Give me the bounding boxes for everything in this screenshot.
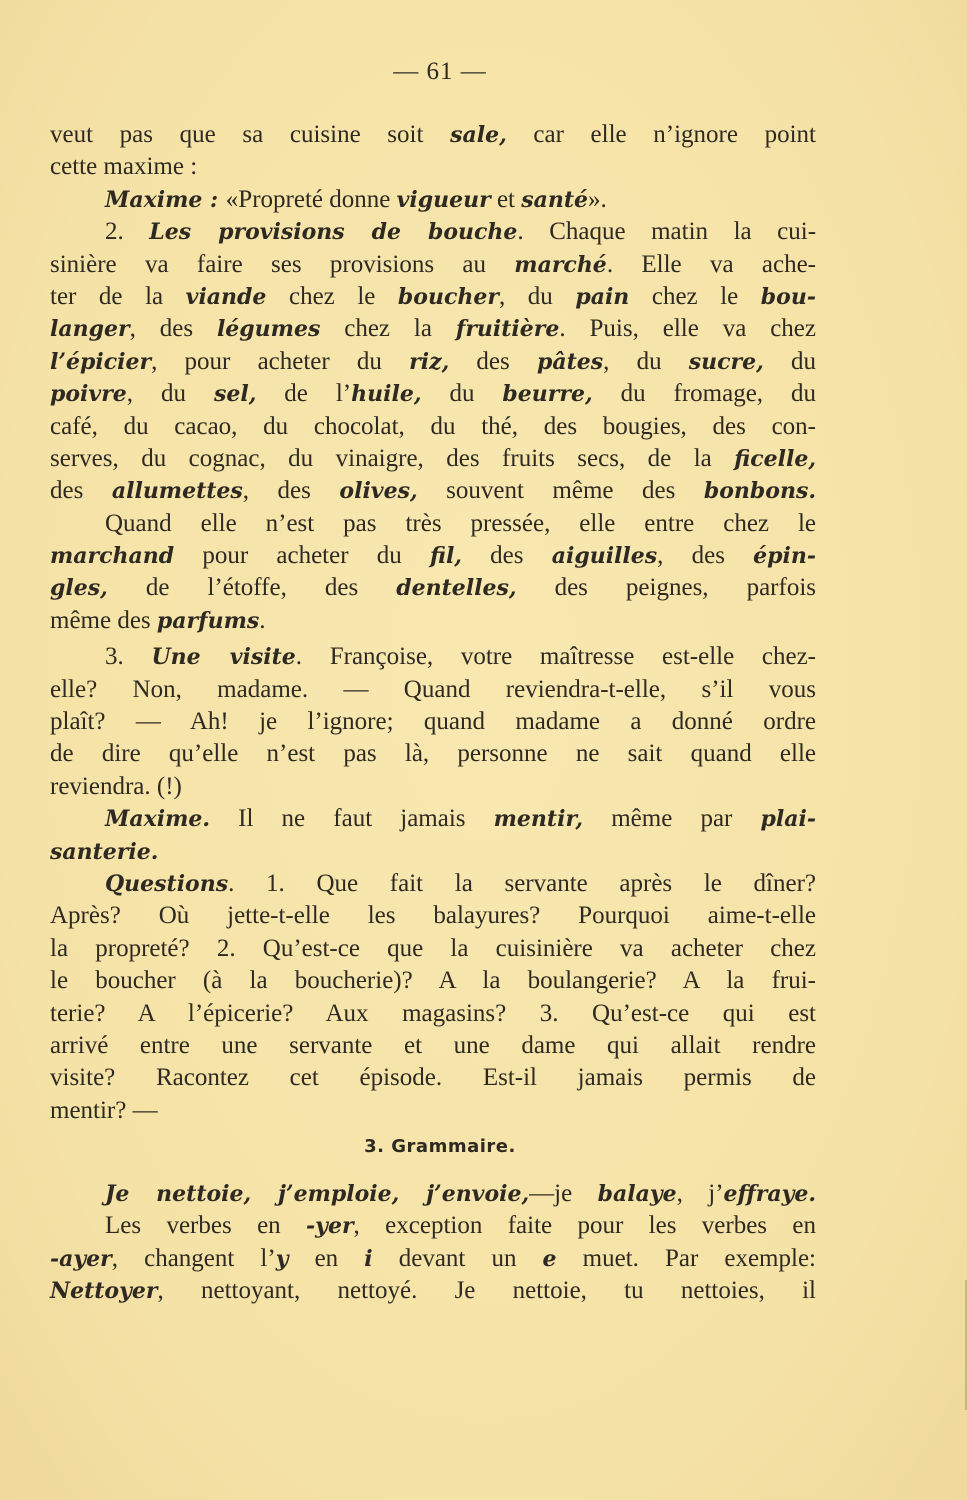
text-line xyxy=(50,151,816,183)
text-line xyxy=(50,1062,816,1094)
italic-term: sel, xyxy=(213,381,257,408)
text-run: «Propreté donne xyxy=(225,185,397,213)
text-run: des xyxy=(50,477,112,505)
text-line xyxy=(50,641,816,673)
italic-term: poivre xyxy=(50,381,127,408)
text-line xyxy=(50,836,816,868)
text-line xyxy=(50,771,816,803)
text-run: cette maxime : xyxy=(50,153,198,181)
text-run: , des xyxy=(129,315,217,343)
text-run: , exception faite pour les verbes en xyxy=(353,1212,816,1240)
text-line xyxy=(50,572,816,604)
text-run: , du xyxy=(126,380,214,408)
text-line xyxy=(50,216,816,248)
italic-term: ficelle, xyxy=(734,445,816,472)
text-line xyxy=(50,313,816,345)
italic-term: bou- xyxy=(760,283,816,310)
text-run: 2. xyxy=(105,218,150,246)
text-line xyxy=(50,605,816,637)
text-run: même des xyxy=(50,606,157,634)
italic-term: effraye. xyxy=(723,1181,817,1207)
text-line xyxy=(50,119,816,151)
italic-term: sale, xyxy=(450,122,507,148)
text-line xyxy=(50,346,816,378)
text-run: . Elle va ache- xyxy=(606,250,817,278)
italic-term: sucre, xyxy=(688,348,764,375)
text-run: chez le xyxy=(266,282,398,310)
text-run: . Puis, elle va chez xyxy=(559,315,816,343)
text-run: de l’étoffe, des xyxy=(107,574,397,602)
text-line xyxy=(50,803,816,835)
text-line xyxy=(50,540,816,572)
text-run: , j’ xyxy=(676,1180,724,1207)
italic-term: gles, xyxy=(50,575,108,602)
italic-term: i xyxy=(364,1245,373,1272)
text-run: Après? Où jette-t-elle les balayures? Pourquoi aime-t-elle xyxy=(50,902,816,930)
text-run: même par xyxy=(583,805,761,833)
italic-term: fil, xyxy=(429,543,462,570)
text-run: chez la xyxy=(320,315,456,343)
italic-term: plai- xyxy=(760,806,816,833)
italic-term: Je nettoie, j’emploie, j’envoie, xyxy=(105,1181,530,1207)
text-run: . xyxy=(259,606,266,634)
text-line xyxy=(50,411,816,443)
text-run: terie? A l’épicerie? Aux magasins? 3. Qu’est-ce qui est xyxy=(50,999,816,1027)
text-run: le boucher (à la boucherie)? A la boulangerie? A la frui- xyxy=(50,967,816,995)
text-run: . Françoise, votre maîtresse est-elle chez- xyxy=(295,643,817,671)
italic-term: mentir, xyxy=(493,806,584,833)
text-run: , des xyxy=(657,542,754,570)
text-run: et xyxy=(490,185,522,213)
text-block-lesson xyxy=(50,119,816,1127)
italic-term: pain xyxy=(575,283,630,310)
text-run: , du xyxy=(603,347,689,375)
text-run: du fromage, du xyxy=(592,380,817,408)
italic-term: Les provisions de bouche xyxy=(149,219,518,246)
text-line xyxy=(50,933,816,965)
text-run: de dire qu’elle n’est pas là, personne ne sait quand elle xyxy=(50,740,816,768)
italic-term: langer xyxy=(50,316,130,343)
italic-term: boucher xyxy=(397,283,499,310)
italic-term: Questions xyxy=(105,870,229,897)
italic-term: parfums xyxy=(156,607,260,634)
text-line xyxy=(50,1210,816,1242)
text-line xyxy=(50,738,816,770)
text-block-grammar xyxy=(50,1178,816,1308)
italic-term: marchand xyxy=(50,543,175,570)
italic-term: -yer xyxy=(306,1213,354,1240)
text-run: . Chaque matin la cui- xyxy=(517,218,817,246)
italic-term: épin- xyxy=(753,543,817,570)
text-run: café, du cacao, du chocolat, du thé, des bougies, des con- xyxy=(50,412,816,440)
text-run: , des xyxy=(242,477,340,505)
text-run: Les verbes en xyxy=(105,1212,307,1240)
text-line xyxy=(50,508,816,540)
text-line xyxy=(50,281,816,313)
text-run: pour acheter du xyxy=(174,542,430,570)
italic-term: Une visite xyxy=(151,644,296,671)
text-run: des xyxy=(461,542,552,570)
italic-term: santé xyxy=(521,186,589,213)
italic-term: Maxime. xyxy=(105,806,211,833)
text-run: devant un xyxy=(372,1244,543,1272)
italic-term: pâtes xyxy=(536,348,604,375)
text-run: car elle n’ignore point xyxy=(506,121,816,148)
text-run: reviendra. (!) xyxy=(50,772,182,800)
italic-term: viande xyxy=(185,283,267,310)
text-line xyxy=(50,900,816,932)
text-line xyxy=(50,965,816,997)
text-run: muet. Par exemple: xyxy=(556,1244,816,1272)
text-run: , du xyxy=(498,282,576,310)
text-run: du xyxy=(763,347,817,375)
italic-term: Nettoyer xyxy=(50,1278,158,1305)
text-line xyxy=(50,184,816,216)
italic-term: balaye xyxy=(597,1181,677,1207)
text-line xyxy=(50,1095,816,1127)
italic-term: huile, xyxy=(351,381,422,408)
text-line xyxy=(50,1275,816,1307)
text-run: du xyxy=(421,380,503,408)
italic-term: marché xyxy=(514,251,607,278)
text-run: chez le xyxy=(629,282,761,310)
text-run: arrivé entre une servante et une dame qui allait rendre xyxy=(50,1031,816,1059)
text-run: Quand elle n’est pas très pressée, elle entre chez le xyxy=(105,509,816,537)
page-number: — 61 — xyxy=(393,58,487,85)
italic-term: beurre, xyxy=(502,381,593,408)
text-run: de l’ xyxy=(256,380,352,408)
text-run: sinière va faire ses provisions au xyxy=(50,250,515,278)
italic-term: légumes xyxy=(216,316,321,343)
text-run: —je xyxy=(529,1180,598,1207)
italic-term: -ayer xyxy=(50,1245,112,1272)
italic-term: vigueur xyxy=(396,186,491,213)
italic-term: l’épicier xyxy=(50,348,152,375)
italic-term: aiguilles xyxy=(551,543,658,570)
text-run: visite? Racontez cet épisode. Est-il jamais permis de xyxy=(50,1064,816,1092)
text-run: , nettoyant, nettoyé. Je nettoie, tu nettoies, il xyxy=(157,1277,816,1305)
text-run: souvent même des xyxy=(417,477,704,505)
text-run: elle? Non, madame. — Quand reviendra-t-elle, s’il vous xyxy=(50,675,816,703)
italic-term: fruitière xyxy=(455,316,560,343)
text-run: serves, du cognac, du vinaigre, des fruits secs, de la xyxy=(50,444,735,472)
text-line xyxy=(50,706,816,738)
text-line xyxy=(50,1243,816,1275)
italic-term: dentelles, xyxy=(396,575,517,602)
italic-term: olives, xyxy=(339,478,418,505)
italic-term: riz, xyxy=(409,348,450,375)
text-run: plaît? — Ah! je l’ignore; quand madame a donné ordre xyxy=(50,708,816,736)
italic-term: allumettes xyxy=(111,478,243,505)
text-run: la propreté? 2. Qu’est-ce que la cuisinière va acheter chez xyxy=(50,934,816,962)
text-run: Il ne faut jamais xyxy=(210,805,494,833)
text-run: en xyxy=(288,1244,365,1272)
text-line xyxy=(50,475,816,507)
text-line xyxy=(50,249,816,281)
text-run: 3. xyxy=(105,643,152,671)
italic-term: y xyxy=(275,1245,289,1272)
text-run: ». xyxy=(588,185,607,213)
text-line xyxy=(50,674,816,706)
italic-term: santerie. xyxy=(50,838,159,865)
text-run: . 1. Que fait la servante après le dîner? xyxy=(228,869,816,897)
text-run: des peignes, parfois xyxy=(516,574,817,602)
text-line xyxy=(50,868,816,900)
text-line xyxy=(50,443,816,475)
text-line xyxy=(50,1030,816,1062)
section-heading: 3. Grammaire. xyxy=(364,1136,516,1157)
text-line xyxy=(50,998,816,1030)
text-run: ter de la xyxy=(50,282,186,310)
text-line xyxy=(50,378,816,410)
text-run: , pour acheter du xyxy=(151,347,410,375)
italic-term: e xyxy=(542,1245,557,1272)
text-run: mentir? — xyxy=(50,1096,158,1124)
text-line xyxy=(50,1178,816,1210)
italic-term: Maxime : xyxy=(105,186,226,213)
text-run: des xyxy=(449,347,537,375)
text-run: veut pas que sa cuisine soit xyxy=(50,121,451,148)
text-run: , changent l’ xyxy=(111,1244,276,1272)
italic-term: bonbons. xyxy=(703,478,817,505)
